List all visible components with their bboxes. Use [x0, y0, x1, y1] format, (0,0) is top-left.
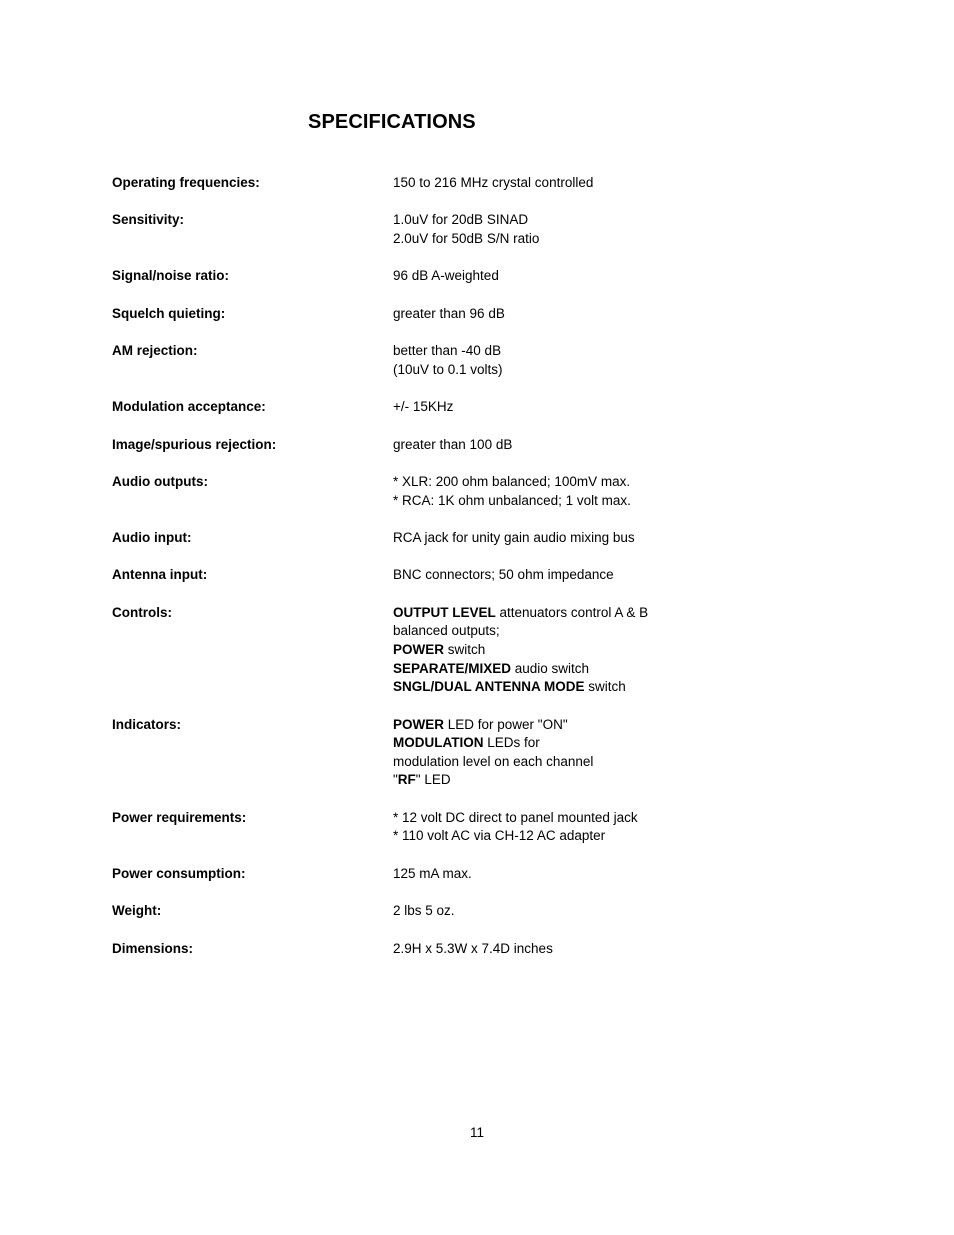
spec-value-line: modulation level on each channel [393, 753, 594, 769]
spec-value-line: better than -40 dB [393, 343, 502, 359]
spec-value [393, 809, 638, 846]
spec-value-emphasis: RF [397, 772, 416, 788]
spec-value [393, 436, 512, 455]
spec-label: Modulation acceptance: [112, 399, 266, 415]
spec-value-line: * 110 volt AC via CH-12 AC adapter [393, 828, 606, 844]
spec-value-line: 2.0uV for 50dB S/N ratio [393, 230, 540, 246]
spec-value-text: LED for power "ON" [444, 716, 568, 732]
spec-value-line [393, 734, 593, 753]
spec-label: Power requirements: [112, 809, 247, 825]
spec-value-text: switch [584, 679, 626, 695]
spec-value-line: 1.0uV for 20dB SINAD [393, 212, 529, 228]
spec-value [393, 174, 593, 193]
spec-value-emphasis: MODULATION [393, 735, 484, 751]
spec-value-text: " LED [415, 772, 451, 788]
spec-value [393, 604, 648, 697]
spec-value [393, 940, 553, 959]
spec-value-line: 150 to 216 MHz crystal controlled [393, 175, 594, 190]
spec-value-line: BNC connectors; 50 ohm impedance [393, 567, 614, 583]
spec-value-emphasis: SNGL/DUAL ANTENNA MODE [393, 679, 585, 695]
page-number: 11 [469, 1125, 484, 1140]
spec-value [393, 211, 539, 248]
spec-label: Power consumption: [112, 865, 246, 881]
spec-value [393, 473, 631, 510]
spec-value-line [393, 641, 648, 660]
spec-value [393, 529, 635, 548]
spec-value-line: (10uV to 0.1 volts) [393, 361, 503, 377]
spec-value-text: audio switch [511, 660, 590, 676]
spec-value [393, 716, 593, 790]
spec-value-line: RCA jack for unity gain audio mixing bus [393, 530, 635, 545]
spec-value-line: greater than 100 dB [393, 436, 513, 452]
spec-label: Dimensions: [112, 940, 194, 956]
spec-value-line [393, 716, 593, 735]
spec-value [393, 305, 505, 324]
spec-value [393, 398, 453, 417]
spec-value-line: * XLR: 200 ohm balanced; 100mV max. [393, 474, 631, 489]
spec-label: AM rejection: [112, 343, 198, 359]
spec-value-line [393, 604, 648, 623]
spec-label: Audio outputs: [112, 474, 208, 489]
spec-value-line: * RCA: 1K ohm unbalanced; 1 volt max. [393, 492, 631, 508]
spec-value-line [393, 660, 648, 679]
spec-label: Signal/noise ratio: [112, 268, 230, 284]
spec-label: Weight: [112, 903, 162, 919]
spec-value [393, 342, 503, 379]
spec-value-emphasis: POWER [393, 716, 445, 732]
spec-value-text: attenuators control A & B [495, 604, 649, 620]
spec-label: Indicators: [112, 716, 182, 732]
spec-label: Image/spurious rejection: [112, 436, 277, 452]
spec-label: Audio input: [112, 530, 192, 545]
spec-label: Squelch quieting: [112, 305, 226, 321]
spec-value-line: balanced outputs; [393, 623, 500, 639]
spec-value [393, 267, 499, 286]
spec-value-text: LEDs for [483, 735, 540, 751]
spec-value-emphasis: OUTPUT LEVEL [393, 604, 496, 620]
spec-value-line: 125 mA max. [393, 865, 472, 881]
spec-value [393, 902, 455, 921]
spec-label: Operating frequencies: [112, 175, 260, 190]
spec-value-text: switch [444, 641, 486, 657]
spec-value-line: 2.9H x 5.3W x 7.4D inches [393, 940, 553, 956]
spec-value-prefix: " [393, 772, 398, 788]
spec-value-line: +/- 15KHz [393, 399, 454, 415]
spec-value [393, 865, 472, 884]
spec-value-line [393, 771, 593, 790]
spec-value-line: * 12 volt DC direct to panel mounted jack [393, 809, 638, 825]
spec-label: Sensitivity: [112, 212, 185, 228]
spec-value-line: 96 dB A-weighted [393, 268, 499, 284]
spec-label: Antenna input: [112, 567, 208, 583]
spec-value-line: greater than 96 dB [393, 305, 505, 321]
spec-value-emphasis: SEPARATE/MIXED [393, 660, 512, 676]
spec-value [393, 566, 614, 585]
page-title: SPECIFICATIONS [308, 111, 476, 133]
spec-value-emphasis: POWER [393, 641, 445, 657]
spec-value-line: 2 lbs 5 oz. [393, 903, 455, 919]
spec-label: Controls: [112, 604, 172, 620]
spec-value-line [393, 678, 648, 697]
